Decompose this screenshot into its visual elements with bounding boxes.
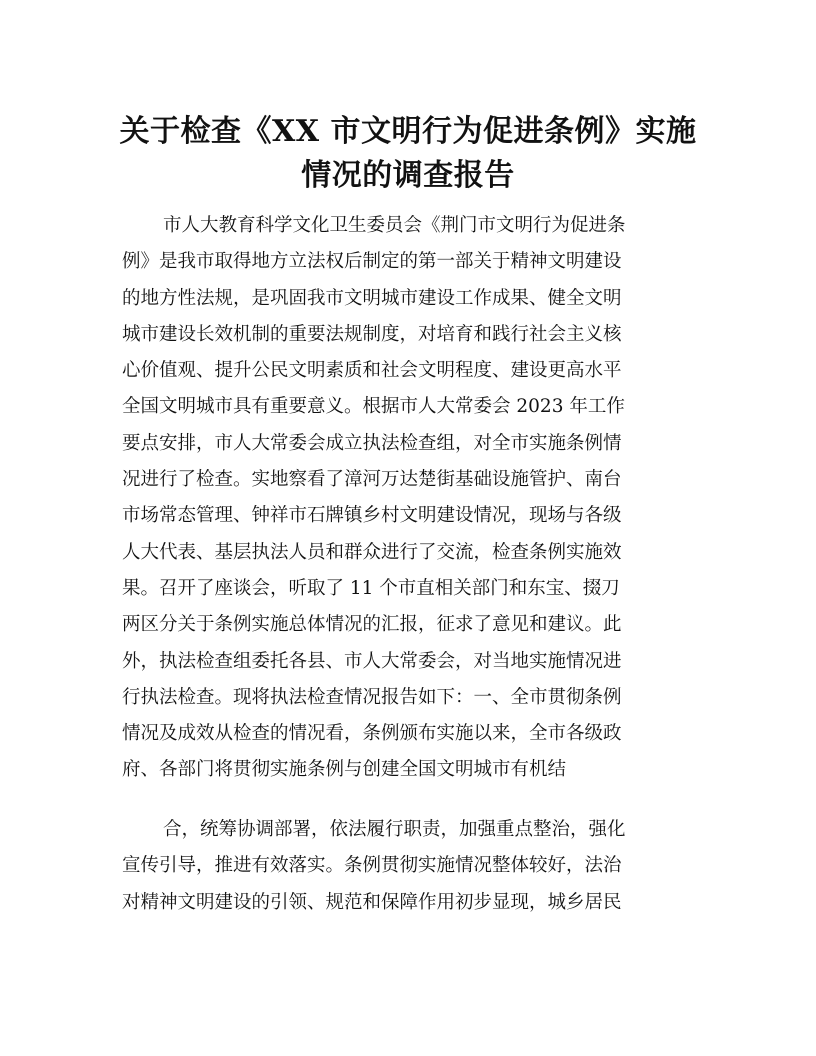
paragraph-line: 要点安排，市人大常委会成立执法检查组，对全市实施条例情	[122, 432, 622, 454]
paragraph-line: 宣传引导，推进有效落实。条例贯彻实施情况整体较好，法治	[122, 855, 622, 877]
paragraph-1	[122, 208, 696, 789]
paragraph-line: 两区分关于条例实施总体情况的汇报，征求了意见和建议。此	[122, 614, 622, 636]
paragraph-line: 果。召开了座谈会，听取了 11 个市直相关部门和东宝、掇刀	[122, 577, 620, 599]
paragraph-line: 市场常态管理、钟祥市石牌镇乡村文明建设情况，现场与各级	[122, 505, 622, 527]
title-line-2: 情况的调查报告	[301, 158, 515, 193]
paragraph-line: 外，执法检查组委托各县、市人大常委会，对当地实施情况进	[122, 650, 622, 672]
paragraph-line: 情况及成效从检查的情况看，条例颁布实施以来，全市各级政	[122, 723, 622, 745]
paragraph-line: 合，统筹协调部署，依法履行职责，加强重点整治，强化	[163, 819, 626, 840]
document-title	[100, 110, 716, 198]
paragraph-line: 全国文明城市具有重要意义。根据市人大常委会 2023 年工作	[122, 396, 625, 418]
paragraph-line: 府、各部门将贯彻实施条例与创建全国文明城市有机结	[122, 759, 567, 781]
paragraph-line: 人大代表、基层执法人员和群众进行了交流，检查条例实施效	[122, 541, 622, 563]
paragraph-line: 的地方性法规，是巩固我市文明城市建设工作成果、健全文明	[122, 287, 622, 309]
paragraph-line: 况进行了检查。实地察看了漳河万达楚街基础设施管护、南台	[122, 469, 622, 491]
title-line-1: 关于检查《XX 市文明行为促进条例》实施	[119, 114, 697, 149]
paragraph-line: 对精神文明建设的引领、规范和保障作用初步显现，城乡居民	[122, 891, 622, 913]
paragraph-line: 市人大教育科学文化卫生委员会《荆门市文明行为促进条	[163, 215, 626, 236]
paragraph-line: 例》是我市取得地方立法权后制定的第一部关于精神文明建设	[122, 251, 622, 273]
paragraph-line: 城市建设长效机制的重要法规制度，对培育和践行社会主义核	[122, 323, 622, 345]
paragraph-line: 心价值观、提升公民文明素质和社会文明程度、建设更高水平	[122, 360, 622, 382]
paragraph-line: 行执法检查。现将执法检查情况报告如下：一、全市贯彻条例	[122, 686, 622, 708]
paragraph-2	[122, 812, 696, 921]
